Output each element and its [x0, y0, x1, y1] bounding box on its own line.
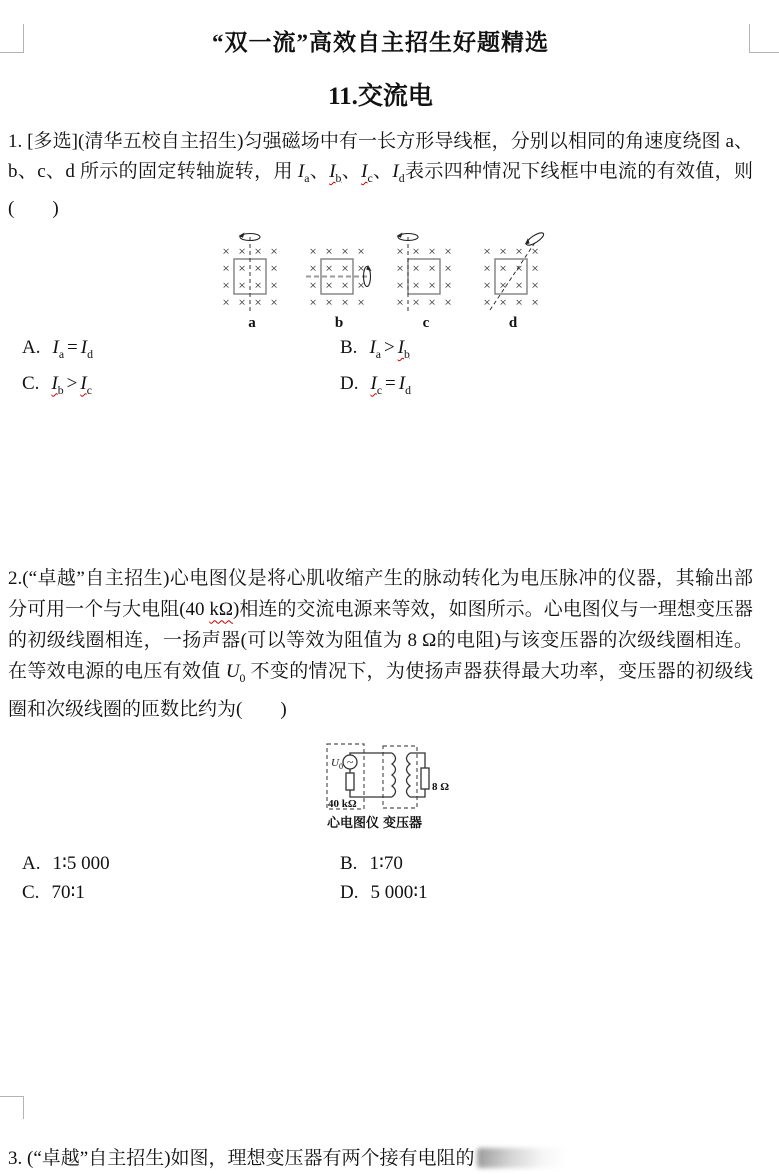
- field-into-page-symbol: ×: [515, 277, 523, 293]
- resistor-40k-label: 40 kΩ: [328, 798, 357, 811]
- source-voltage-label: U: [331, 757, 339, 770]
- question-2-stem: 2.(“卓越”自主招生)心电图仪是将心肌收缩产生的脉动转化为电压脉冲的仪器，其输出部分可用一个与大电阻(40 kΩ)相连的交流电源来等效，如图所示。心电图仪与一理想变压器的初级线圈相连，一扬声器(可以等效为阻值为 8 Ω的电阻)与该变压器的次级线圈相连。在等效电源的电压有效值 $U_0$ 不变的情况下，为使扬声器获得最大功率，变压器的初级线圈和次级线圈的匝数比约为( ): [8, 568, 753, 721]
- option-label: B.: [340, 336, 358, 358]
- field-into-page-symbol: ×: [357, 260, 365, 276]
- option-d: [340, 370, 753, 404]
- field-into-page-symbol: ×: [341, 294, 349, 310]
- option-label: C.: [22, 372, 40, 394]
- option-value: 1∶5 000: [52, 853, 110, 875]
- field-diagram-a: [218, 228, 286, 331]
- field-into-page-symbol: ×: [309, 277, 317, 293]
- field-diagram-b: [305, 228, 373, 331]
- option-formula: $I_b > I_c$: [51, 372, 92, 397]
- field-into-page-symbol: ×: [428, 294, 436, 310]
- question-2-options: [8, 850, 753, 906]
- question-3-text: 3. (“卓越”自主招生)如图，理想变压器有两个接有电阻的: [8, 1148, 475, 1170]
- option-label: D.: [340, 372, 359, 394]
- field-into-page-symbol: ×: [483, 277, 491, 293]
- field-diagram-d-svg: [479, 228, 547, 316]
- field-into-page-symbol: ×: [254, 294, 262, 310]
- figure-label: a: [248, 314, 256, 331]
- page-subtitle: 11.交流电: [328, 83, 433, 110]
- question-1-stem: 1. [多选](清华五校自主招生)匀强磁场中有一长方形导线框，分别以相同的角速度绕图 a、b、c、d 所示的固定转轴旋转，用 $I_a$、$I_b$、$I_c$、$I_d$表示四种情况下线框中电流的有效值，则( ): [8, 131, 753, 219]
- option-formula: $I_a > I_b$: [369, 336, 410, 361]
- crop-mark-top-left: [0, 24, 24, 53]
- field-into-page-symbol: ×: [357, 294, 365, 310]
- field-into-page-symbol: ×: [499, 243, 507, 259]
- field-into-page-symbol: ×: [444, 260, 452, 276]
- field-into-page-symbol: ×: [499, 277, 507, 293]
- page-title: “双一流”高效自主招生好题精选: [212, 30, 549, 55]
- field-into-page-symbol: ×: [270, 294, 278, 310]
- rotation-axis: [490, 241, 539, 310]
- rotation-arrow-icon: [239, 232, 261, 240]
- field-into-page-symbol: ×: [238, 243, 246, 259]
- document-page: [0, 24, 779, 1170]
- option-c: [22, 879, 340, 906]
- field-into-page-symbol: ×: [428, 260, 436, 276]
- option-a: [22, 850, 340, 877]
- question-2-circuit-figure: [325, 741, 465, 838]
- crop-mark-top-right: [749, 24, 779, 53]
- resistor-40k-icon: [346, 773, 354, 790]
- field-into-page-symbol: ×: [309, 243, 317, 259]
- field-into-page-symbol: ×: [531, 294, 539, 310]
- circuit-diagram-svg: [325, 741, 465, 833]
- resistor-8ohm-icon: [421, 768, 429, 789]
- transformer-dashed-box: [383, 746, 417, 808]
- figure-label: c: [422, 314, 430, 331]
- transformer-box-caption: 变压器: [383, 815, 423, 831]
- field-into-page-symbol: ×: [238, 294, 246, 310]
- field-into-page-symbol: ×: [396, 243, 404, 259]
- field-into-page-symbol: ×: [396, 260, 404, 276]
- crop-mark-bottom-left: [0, 1096, 24, 1119]
- field-into-page-symbol: ×: [515, 243, 523, 259]
- field-into-page-symbol: ×: [444, 277, 452, 293]
- field-into-page-symbol: ×: [357, 277, 365, 293]
- resistor-8ohm-label: 8 Ω: [432, 781, 450, 794]
- blurred-text-artifact: [477, 1148, 565, 1168]
- option-value: 70∶1: [51, 882, 85, 904]
- primary-coil-icon: [392, 753, 396, 797]
- field-into-page-symbol: ×: [254, 260, 262, 276]
- option-label: C.: [22, 882, 40, 904]
- field-into-page-symbol: ×: [499, 294, 507, 310]
- ac-tilde: ~: [346, 755, 354, 770]
- field-into-page-symbol: ×: [396, 294, 404, 310]
- option-value: 5 000∶1: [370, 882, 428, 904]
- figure-label: d: [508, 314, 518, 331]
- field-into-page-symbol: ×: [309, 260, 317, 276]
- field-into-page-symbol: ×: [412, 260, 420, 276]
- option-b: [340, 334, 753, 368]
- field-into-page-symbol: ×: [325, 260, 333, 276]
- field-into-page-symbol: ×: [483, 260, 491, 276]
- question-2: [8, 563, 753, 906]
- question-3-stem: [8, 1144, 753, 1174]
- field-into-page-symbol: ×: [515, 260, 523, 276]
- option-label: D.: [340, 882, 359, 904]
- field-into-page-symbol: ×: [222, 277, 230, 293]
- option-d: [340, 879, 753, 906]
- field-into-page-symbol: ×: [325, 243, 333, 259]
- field-into-page-symbol: ×: [483, 294, 491, 310]
- field-into-page-symbol: ×: [270, 260, 278, 276]
- field-into-page-symbol: ×: [396, 277, 404, 293]
- option-label: B.: [340, 853, 358, 875]
- field-into-page-symbol: ×: [412, 243, 420, 259]
- field-into-page-symbol: ×: [444, 294, 452, 310]
- field-into-page-symbol: ×: [412, 294, 420, 310]
- option-label: A.: [22, 853, 41, 875]
- option-value: 1∶70: [369, 853, 403, 875]
- field-into-page-symbol: ×: [444, 243, 452, 259]
- field-into-page-symbol: ×: [341, 277, 349, 293]
- field-into-page-symbol: ×: [357, 243, 365, 259]
- field-diagram-c-svg: [392, 228, 460, 316]
- option-formula: $I_c = I_d$: [370, 372, 411, 397]
- field-diagram-d: [479, 228, 547, 331]
- field-into-page-symbol: ×: [531, 243, 539, 259]
- field-into-page-symbol: ×: [531, 260, 539, 276]
- field-into-page-symbol: ×: [325, 277, 333, 293]
- question-1-figure: [218, 228, 753, 331]
- option-a: [22, 334, 340, 368]
- source-voltage-subscript: 0: [339, 762, 343, 772]
- field-into-page-symbol: ×: [483, 243, 491, 259]
- field-into-page-symbol: ×: [531, 277, 539, 293]
- field-into-page-symbol: ×: [270, 277, 278, 293]
- field-into-page-symbol: ×: [341, 260, 349, 276]
- field-diagram-a-svg: [218, 228, 286, 316]
- field-into-page-symbol: ×: [412, 277, 420, 293]
- field-into-page-symbol: ×: [428, 243, 436, 259]
- ecg-box-caption: 心电图仪: [327, 815, 380, 831]
- field-into-page-symbol: ×: [238, 277, 246, 293]
- field-into-page-symbol: ×: [254, 277, 262, 293]
- question-1-options: [8, 334, 753, 404]
- rotation-arrow-icon: [397, 232, 419, 240]
- wire: [350, 790, 392, 797]
- field-into-page-symbol: ×: [325, 294, 333, 310]
- field-into-page-symbol: ×: [222, 260, 230, 276]
- field-into-page-symbol: ×: [270, 243, 278, 259]
- option-formula: $I_a = I_d$: [52, 336, 93, 361]
- field-into-page-symbol: ×: [222, 243, 230, 259]
- secondary-coil-icon: [407, 753, 411, 797]
- field-diagram-b-svg: [305, 228, 373, 316]
- field-diagram-c: [392, 228, 460, 331]
- field-into-page-symbol: ×: [254, 243, 262, 259]
- field-into-page-symbol: ×: [238, 260, 246, 276]
- field-into-page-symbol: ×: [428, 277, 436, 293]
- field-into-page-symbol: ×: [309, 294, 317, 310]
- option-label: A.: [22, 336, 41, 358]
- figure-label: b: [334, 314, 344, 331]
- option-c: [22, 370, 340, 404]
- field-into-page-symbol: ×: [499, 260, 507, 276]
- field-into-page-symbol: ×: [222, 294, 230, 310]
- field-into-page-symbol: ×: [341, 243, 349, 259]
- field-into-page-symbol: ×: [515, 294, 523, 310]
- option-b: [340, 850, 753, 877]
- wire: [350, 753, 392, 755]
